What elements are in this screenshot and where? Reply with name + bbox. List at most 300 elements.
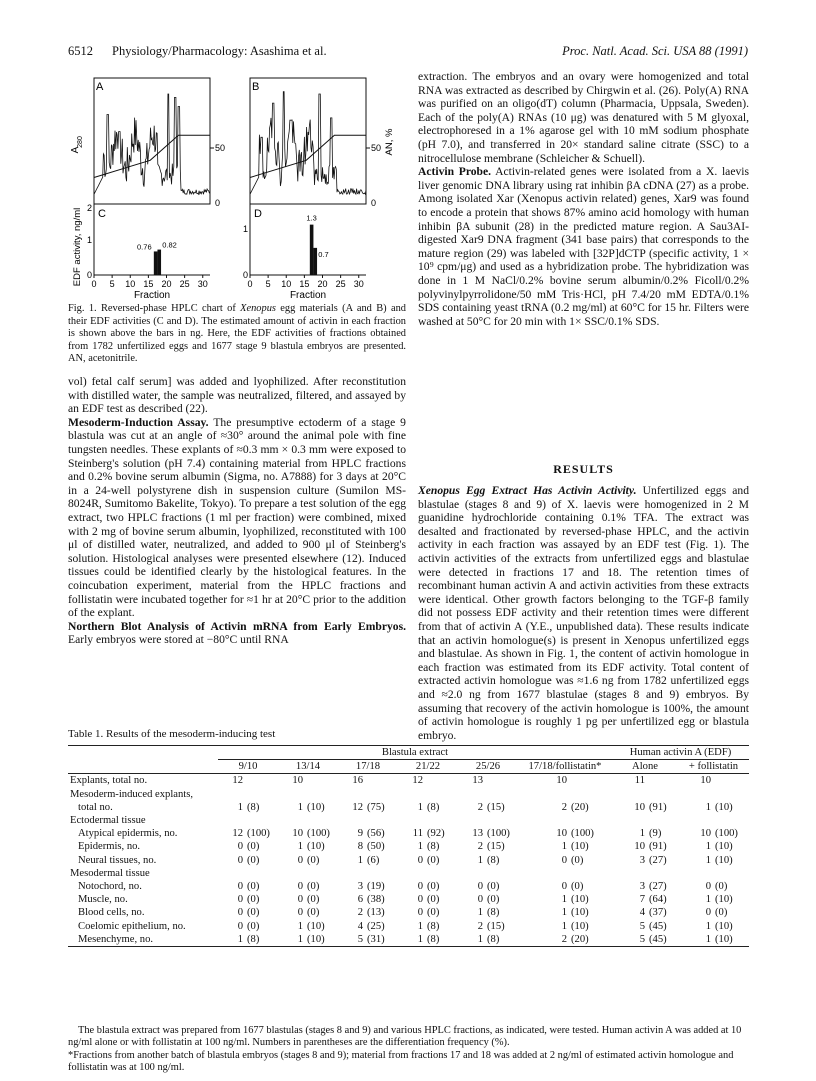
cell-percent — [364, 814, 398, 827]
cell-percent: (27) — [649, 880, 667, 892]
cell-count — [458, 867, 484, 880]
cell-percent: (15) — [487, 841, 505, 853]
x-tick-label: 20 — [317, 279, 328, 289]
cell-count: 1 — [417, 920, 423, 932]
cell-count: 0 — [297, 854, 303, 866]
row-label: Epidermis, no. — [78, 841, 141, 853]
cell-count — [458, 788, 484, 801]
x-tick-label: 15 — [143, 279, 154, 289]
cell-percent — [424, 814, 458, 827]
table-row — [68, 774, 749, 788]
cell-percent: (0) — [715, 907, 728, 919]
fig-ylabel-bottom: EDF activity, ng/ml — [72, 207, 83, 287]
cell-percent: (45) — [646, 933, 678, 947]
cell-percent — [712, 788, 749, 801]
panel-label-b: B — [252, 81, 260, 93]
cell-count: 10 — [634, 841, 645, 853]
cell-percent: (20) — [571, 801, 589, 813]
cell-percent: (0) — [247, 920, 260, 932]
cell-percent — [568, 814, 612, 827]
cell-count: 5 — [639, 920, 645, 932]
panel-b-tick-50: 50 — [371, 143, 382, 153]
row-label: Coelomic epithelium, no. — [78, 920, 186, 932]
x-tick-label: 30 — [353, 279, 364, 289]
cell-count: 1 — [561, 920, 567, 932]
data-bar — [154, 251, 158, 275]
cell-count — [398, 788, 424, 801]
table-row — [68, 840, 749, 853]
cell-percent: (8) — [424, 933, 458, 947]
col-header: Alone — [612, 760, 678, 774]
cell-count: 10 — [700, 775, 711, 787]
cell-percent: (64) — [649, 894, 667, 906]
cell-percent — [484, 867, 518, 880]
cell-percent — [304, 814, 338, 827]
cell-percent — [244, 814, 278, 827]
panel-label-c: C — [98, 208, 106, 220]
panel-b-tick-0: 0 — [371, 198, 377, 208]
cell-count — [612, 867, 646, 880]
cell-count: 11 — [412, 828, 423, 840]
cell-percent — [646, 788, 678, 801]
cell-count — [458, 814, 484, 827]
bar-value-label: 0.82 — [162, 240, 177, 250]
x-tick-label: 15 — [299, 279, 310, 289]
table-group-header — [68, 746, 749, 760]
cell-count: 1 — [561, 907, 567, 919]
table-row — [68, 867, 749, 880]
table-footnotes — [68, 1025, 749, 1075]
bar-value-label: 1.3 — [306, 213, 317, 223]
right-column — [418, 70, 749, 328]
cell-percent — [484, 788, 518, 801]
panel-c-xlabel: Fraction — [133, 290, 171, 300]
cell-count: 1 — [357, 854, 363, 866]
cell-percent: (10) — [304, 933, 338, 947]
cell-count — [612, 788, 646, 801]
cell-count: 10 — [556, 828, 567, 840]
cell-count — [678, 788, 712, 801]
cell-count: 0 — [237, 880, 243, 892]
left-paragraph-2-text: The presumptive ectoderm of a stage 9 blastula was cut at an angle of ≈30° around the animal pole with fine tungsten needles. These explants of ≈0.3 mm × 0.3 mm were exposed to Steinberg's solution (pH 7.4) containing material from HPLC fractions and 0.2% bovine serum albumin (Sigma, no. A7888) for 3 days at 20°C in a 24-well polystyrene dish in suspension culture (Sumilon MS-8024R, Sumitomo Bakelite, Tokyo). To prepare a test solution of the egg extract, two HPLC fractions (1 ml per fraction) were combined, mixed with 2 mg of bovine serum albumin, lyophilized, reconstituted with 100 μl of distilled water, neutralized, and added to 900 μl of Steinberg's solution. Histological analyses were presented elsewhere (12). Induced tissues could be identified clearly by the histological features. In the coincubation experiment, material from the HPLC fractions and follistatin were incubated together for ≈1 hr at 20°C prior to the addition of the explant. — [68, 415, 406, 620]
panel-a — [94, 78, 225, 208]
heading-egg-extract: Xenopus Egg Extract Has Activin Activity. — [418, 484, 637, 497]
heading-activin-probe: Activin Probe. — [418, 165, 492, 179]
cell-count: 8 — [357, 841, 363, 853]
x-tick-label: 30 — [197, 279, 208, 289]
cell-percent: (92) — [427, 828, 445, 840]
cell-percent: (10) — [712, 933, 749, 947]
cell-count: 1 — [417, 841, 423, 853]
table-row — [68, 788, 749, 801]
table-row — [68, 814, 749, 827]
row-label: Mesodermal tissue — [70, 867, 150, 879]
cell-percent — [364, 774, 398, 788]
table-1 — [68, 745, 749, 947]
cell-count: 3 — [639, 880, 645, 892]
cell-count: 1 — [218, 933, 244, 947]
cell-count: 5 — [338, 933, 364, 947]
cell-percent: (38) — [367, 894, 385, 906]
cell-percent: (0) — [487, 880, 500, 892]
cell-count: 10 — [292, 775, 303, 787]
cell-percent: (13) — [367, 907, 385, 919]
cell-count: 2 — [477, 801, 483, 813]
x-tick-label: 10 — [125, 279, 136, 289]
table-footnote-2: *Fractions from another batch of blastula embryos (stages 8 and 9); material from fractions 17 and 18 was added at 2 ng/ml of estimated activin homologue and follistatin was at 100 ng/ml. — [68, 1049, 734, 1074]
cell-count: 1 — [705, 854, 711, 866]
cell-count — [398, 867, 424, 880]
cell-count: 0 — [297, 894, 303, 906]
cell-count: 1 — [477, 907, 483, 919]
cell-count: 1 — [297, 801, 303, 813]
col-header: 9/10 — [218, 760, 278, 774]
cell-percent: (9) — [649, 828, 662, 840]
cell-percent: (100) — [715, 828, 738, 840]
cell-count: 0 — [297, 907, 303, 919]
cell-count: 0 — [705, 907, 711, 919]
col-header: 21/22 — [398, 760, 458, 774]
cell-percent: (8) — [484, 933, 518, 947]
cell-count: 4 — [357, 920, 363, 932]
caption-text-1: Reversed-phase HPLC chart of — [100, 303, 241, 314]
table-row — [68, 906, 749, 919]
cell-count: 1 — [237, 801, 243, 813]
panel-b-trace — [250, 92, 366, 196]
cell-percent: (0) — [247, 907, 260, 919]
cell-percent: (0) — [247, 880, 260, 892]
cell-percent: (8) — [487, 854, 500, 866]
cell-percent — [712, 774, 749, 788]
cell-percent: (10) — [715, 894, 733, 906]
x-tick-label: 20 — [161, 279, 172, 289]
cell-count: 0 — [561, 880, 567, 892]
panel-a-tick-50: 50 — [215, 143, 226, 153]
cell-count: 0 — [417, 854, 423, 866]
cell-percent: (31) — [364, 933, 398, 947]
cell-percent: (25) — [367, 920, 385, 932]
cell-count: 1 — [705, 894, 711, 906]
x-tick-label: 0 — [91, 279, 97, 289]
cell-count: 0 — [705, 880, 711, 892]
cell-percent: (19) — [367, 880, 385, 892]
cell-count: 12 — [352, 801, 363, 813]
right-paragraph-1: extraction. The embryos and an ovary were homogenized and total RNA was extracted as described by Chirgwin et al. (26). Poly(A) RNA was purified on an oligo(dT) column (Pharmacia, Uppsala, Sweden). Each of the poly(A) RNAs (10 μg) was denatured with 5 M glyoxal, electrophoresed in a 1% agarose gel with 10 mM sodium phosphate (pH 7.0), and transferred in 20× standard saline citrate (SSC) to a nitrocellulose membrane (Schleicher & Schuell). — [418, 70, 749, 165]
cell-count — [678, 814, 712, 827]
cell-percent — [646, 814, 678, 827]
x-tick-label: 0 — [247, 279, 253, 289]
table-row — [68, 854, 749, 867]
cell-count: 1 — [278, 933, 304, 947]
table-row — [68, 827, 749, 840]
col-header: 13/14 — [278, 760, 338, 774]
heading-mesoderm-induction: Mesoderm-Induction Assay. — [68, 415, 209, 429]
cell-percent: (100) — [487, 828, 510, 840]
cell-count: 1 — [561, 841, 567, 853]
cell-count: 3 — [639, 854, 645, 866]
table-row — [68, 933, 749, 947]
panel-a-tick-0: 0 — [215, 198, 221, 208]
fig-ylabel-top-sub: 280 — [77, 136, 84, 148]
cell-count: 10 — [292, 828, 303, 840]
cell-percent: (10) — [715, 854, 733, 866]
cell-count: 0 — [237, 854, 243, 866]
cell-count: 12 — [232, 775, 243, 787]
page-number: 6512 — [68, 44, 93, 58]
cell-percent — [244, 867, 278, 880]
panel-d-ytick-0: 0 — [243, 270, 249, 280]
cell-count — [338, 788, 364, 801]
cell-percent — [484, 774, 518, 788]
cell-percent: (0) — [247, 841, 260, 853]
results-section — [418, 484, 749, 742]
cell-percent: (0) — [427, 907, 440, 919]
data-bar — [157, 250, 161, 275]
running-header — [68, 44, 748, 60]
cell-count: 3 — [357, 880, 363, 892]
col-header: 17/18/follistatin* — [518, 760, 612, 774]
section-title: Physiology/Pharmacology: Asashima et al. — [112, 44, 327, 58]
cell-count: 0 — [417, 907, 423, 919]
cell-percent: (100) — [571, 828, 594, 840]
panel-label-d: D — [254, 208, 262, 220]
cell-percent — [568, 774, 612, 788]
cell-count: 9 — [357, 828, 363, 840]
table-row — [68, 919, 749, 932]
cell-percent: (8) — [427, 801, 440, 813]
cell-count: 1 — [398, 933, 424, 947]
row-label: total no. — [78, 801, 113, 813]
cell-count — [278, 867, 304, 880]
left-paragraph-1: vol) fetal calf serum] was added and lyophilized. After reconstitution with distilled water, the sample was neutralized, filtered, and assayed by an EDF test as described (22). — [68, 375, 406, 416]
table-title: Table 1. Results of the mesoderm-inducing test — [68, 728, 276, 740]
cell-percent: (100) — [307, 828, 330, 840]
cell-count: 1 — [561, 894, 567, 906]
cell-count: 1 — [639, 828, 645, 840]
cell-count: 12 — [232, 828, 243, 840]
cell-count: 1 — [678, 933, 712, 947]
cell-percent — [304, 867, 338, 880]
cell-percent — [646, 774, 678, 788]
cell-count: 4 — [639, 907, 645, 919]
cell-percent: (75) — [367, 801, 385, 813]
figure-caption — [68, 303, 406, 366]
col-header: + follistatin — [678, 760, 749, 774]
cell-percent: (50) — [367, 841, 385, 853]
cell-count: 0 — [477, 894, 483, 906]
cell-count: 1 — [458, 933, 484, 947]
cell-percent: (0) — [427, 894, 440, 906]
right-paragraph-2-text: Activin-related genes were isolated from a X. laevis liver genomic DNA library using rat inhibin βA cDNA (27) as a probe. Among isolated Xar (Xenopus activin related) genes, Xar9 was found to encode a protein that shows 87% amino acid homology with human inhibin βA subunit (28) in the predicted mature region. A Sau3AI-digested Xar9 DNA fragment (341 base pairs) that corresponds to the mature region (29) was labeled with [32P]dCTP (specific activity, 1 × 10⁹ cpm/μg) and used as a hybridization probe. The hybridization was done in 1 M NaCl/0.2% bovine serum albumin/0.2% Ficoll/0.2% polyvinylpyrrolidone/50 mM Tris·HCl, pH 7.4/20 mM EDTA/0.1% SDS containing yeast tRNA (0.2 mg/ml) at 60°C for 15 hr. Filters were washed at 50°C for 20 min with 1× SSC/0.1% SDS. — [418, 165, 749, 328]
panel-label-a: A — [96, 81, 104, 93]
cell-percent: (10) — [715, 801, 733, 813]
cell-count — [338, 814, 364, 827]
cell-percent: (10) — [571, 907, 589, 919]
cell-percent: (0) — [571, 854, 584, 866]
cell-percent — [712, 867, 749, 880]
cell-percent: (15) — [487, 920, 505, 932]
row-label: Neural tissues, no. — [78, 854, 157, 866]
cell-count: 1 — [705, 920, 711, 932]
cell-percent — [484, 814, 518, 827]
table-row — [68, 801, 749, 814]
cell-percent: (10) — [571, 894, 589, 906]
cell-count: 0 — [237, 841, 243, 853]
cell-count: 11 — [634, 775, 645, 787]
group-header-blastula: Blastula extract — [218, 746, 612, 760]
cell-percent: (10) — [307, 841, 325, 853]
cell-count: 6 — [357, 894, 363, 906]
left-paragraph-3-text: Early embryos were stored at −80°C until RNA — [68, 633, 289, 647]
cell-count: 1 — [417, 801, 423, 813]
cell-percent: (10) — [307, 801, 325, 813]
cell-percent: (45) — [649, 920, 667, 932]
cell-count: 2 — [477, 841, 483, 853]
x-tick-label: 25 — [179, 279, 190, 289]
cell-percent: (10) — [715, 920, 733, 932]
cell-percent — [424, 867, 458, 880]
row-label: Blood cells, no. — [78, 907, 145, 919]
cell-percent: (91) — [649, 841, 667, 853]
cell-count — [278, 814, 304, 827]
cell-count: 12 — [412, 775, 423, 787]
col-header: 17/18 — [338, 760, 398, 774]
panel-d — [243, 204, 366, 289]
bar-value-label: 0.7 — [318, 249, 329, 259]
cell-count: 0 — [237, 894, 243, 906]
cell-count: 2 — [518, 933, 568, 947]
cell-percent: (0) — [307, 880, 320, 892]
cell-count: 0 — [237, 907, 243, 919]
cell-percent — [424, 774, 458, 788]
cell-count: 1 — [297, 920, 303, 932]
cell-percent: (37) — [649, 907, 667, 919]
cell-count — [218, 867, 244, 880]
cell-percent — [244, 788, 278, 801]
x-tick-label: 5 — [265, 279, 271, 289]
cell-percent: (0) — [307, 854, 320, 866]
cell-percent: (20) — [568, 933, 612, 947]
row-label: Ectodermal tissue — [70, 815, 146, 827]
cell-count: 2 — [357, 907, 363, 919]
caption-text-2: egg materials (A and B) and their EDF activities (C and D). The estimated amount of activin in each fraction is shown above the bars in ng. Here, the EDF activities of fractions obtained from 1782 unfertilized eggs and 1677 stage 9 blastula embryos are presented. AN, acetonitrile. — [68, 303, 406, 365]
cell-percent: (27) — [649, 854, 667, 866]
cell-count — [678, 867, 712, 880]
cell-count: 10 — [634, 801, 645, 813]
cell-percent: (100) — [247, 828, 270, 840]
panel-b — [250, 78, 395, 208]
cell-count: 0 — [297, 880, 303, 892]
cell-count: 0 — [417, 880, 423, 892]
cell-count: 1 — [477, 854, 483, 866]
cell-count: 0 — [561, 854, 567, 866]
cell-count: 10 — [556, 775, 567, 787]
table-row — [68, 880, 749, 893]
cell-percent — [568, 867, 612, 880]
cell-count: 1 — [297, 841, 303, 853]
cell-percent: (10) — [307, 920, 325, 932]
cell-count — [278, 788, 304, 801]
cell-count: 0 — [237, 920, 243, 932]
row-label: Muscle, no. — [78, 894, 128, 906]
cell-count: 5 — [612, 933, 646, 947]
cell-percent — [646, 867, 678, 880]
cell-percent — [364, 788, 398, 801]
cell-count: 2 — [477, 920, 483, 932]
cell-percent — [244, 774, 278, 788]
cell-count: 1 — [705, 801, 711, 813]
panel-c-ytick-0: 0 — [87, 270, 93, 280]
cell-percent: (0) — [247, 854, 260, 866]
row-label: Mesenchyme, no. — [68, 933, 218, 947]
cell-percent: (0) — [427, 880, 440, 892]
cell-count: 1 — [705, 841, 711, 853]
cell-percent: (0) — [487, 894, 500, 906]
cell-percent: (91) — [649, 801, 667, 813]
fig-ylabel-top: A — [70, 146, 81, 154]
cell-count: 16 — [352, 775, 363, 787]
panel-d-xlabel: Fraction — [289, 290, 327, 300]
cell-count: 7 — [639, 894, 645, 906]
caption-species: Xenopus — [240, 303, 276, 314]
cell-count: 13 — [472, 828, 483, 840]
panel-a-trace — [94, 94, 210, 196]
data-bar — [310, 225, 314, 275]
cell-count — [218, 788, 244, 801]
group-header-activin: Human activin A (EDF) — [612, 746, 749, 760]
panel-c — [87, 203, 210, 289]
cell-percent: (10) — [715, 841, 733, 853]
cell-percent: (8) — [427, 920, 440, 932]
cell-percent: (15) — [487, 801, 505, 813]
table-footnote-1: The blastula extract was prepared from 1677 blastulas (stages 8 and 9) and various HPLC fractions, as indicated, were tested. Human activin A was added at 10 ng/ml alone or with follistatin at 100 ng/ml. Numbers in parentheses are the differentiation frequency (%). — [68, 1025, 742, 1049]
cell-percent: (10) — [571, 920, 589, 932]
table-column-header — [68, 760, 749, 774]
panel-c-ytick-1: 1 — [87, 235, 93, 245]
cell-percent — [424, 788, 458, 801]
x-tick-label: 25 — [335, 279, 346, 289]
figure-1 — [68, 72, 406, 300]
cell-count — [398, 814, 424, 827]
table-row — [68, 893, 749, 906]
heading-northern-blot: Northern Blot Analysis of Activin mRNA from Early Embryos. — [68, 619, 406, 633]
cell-count — [612, 814, 646, 827]
cell-percent: (0) — [427, 854, 440, 866]
cell-count — [218, 814, 244, 827]
row-label: Notochord, no. — [78, 880, 142, 892]
cell-count — [518, 788, 568, 801]
x-tick-label: 10 — [281, 279, 292, 289]
cell-percent: (8) — [247, 801, 260, 813]
cell-percent — [568, 788, 612, 801]
cell-count: 13 — [472, 775, 483, 787]
x-tick-label: 5 — [109, 279, 115, 289]
cell-percent: (0) — [307, 894, 320, 906]
cell-count — [518, 867, 568, 880]
row-label: Atypical epidermis, no. — [78, 828, 178, 840]
results-paragraph-text: Unfertilized eggs and blastulae (stages 8 and 9) of X. laevis were homogenized in 2 M guanidine hydrochloride containing 0.1% TFA. The extract was desalted and fractionated by reversed-phase HPLC, and the activin activity in each fraction was assayed by an EDF test (Fig. 1). The activin activities of the extracts from unfertilized eggs and blastulae were detected in fractions 17 and 18. The retention times of recombinant human activin A and activin activities from these extracts were identical. Other growth factors belonging to the TGF-β family did not possess EDF activity and their retention times were different from that of activin A (Y.E., unpublished data). These results indicate that an activin homologue(s) is present in Xenopus unfertilized eggs and blastulae. As shown in Fig. 1, the content of activin homologue in each fraction was estimated from its EDF activity. Total content of extracted activin homologue was ≈1.6 ng from 1782 unfertilized eggs and ≈2.0 ng from 1677 blastulae (stages 8 and 9) embryos. By assuming that recovery of the activin homologue is 100%, the amount of activin homologue is roughly 1 pg per unfertilized egg or blastula embryo. — [418, 484, 749, 742]
cell-percent: (10) — [571, 841, 589, 853]
cell-count: 0 — [477, 880, 483, 892]
cell-count — [518, 814, 568, 827]
table-body — [68, 774, 749, 946]
col-header: 25/26 — [458, 760, 518, 774]
cell-percent: (0) — [715, 880, 728, 892]
fig-ylabel-right: AN, % — [384, 128, 395, 156]
data-bar — [313, 248, 317, 275]
results-heading: RESULTS — [553, 462, 614, 476]
row-label: Explants, total no. — [70, 775, 148, 787]
